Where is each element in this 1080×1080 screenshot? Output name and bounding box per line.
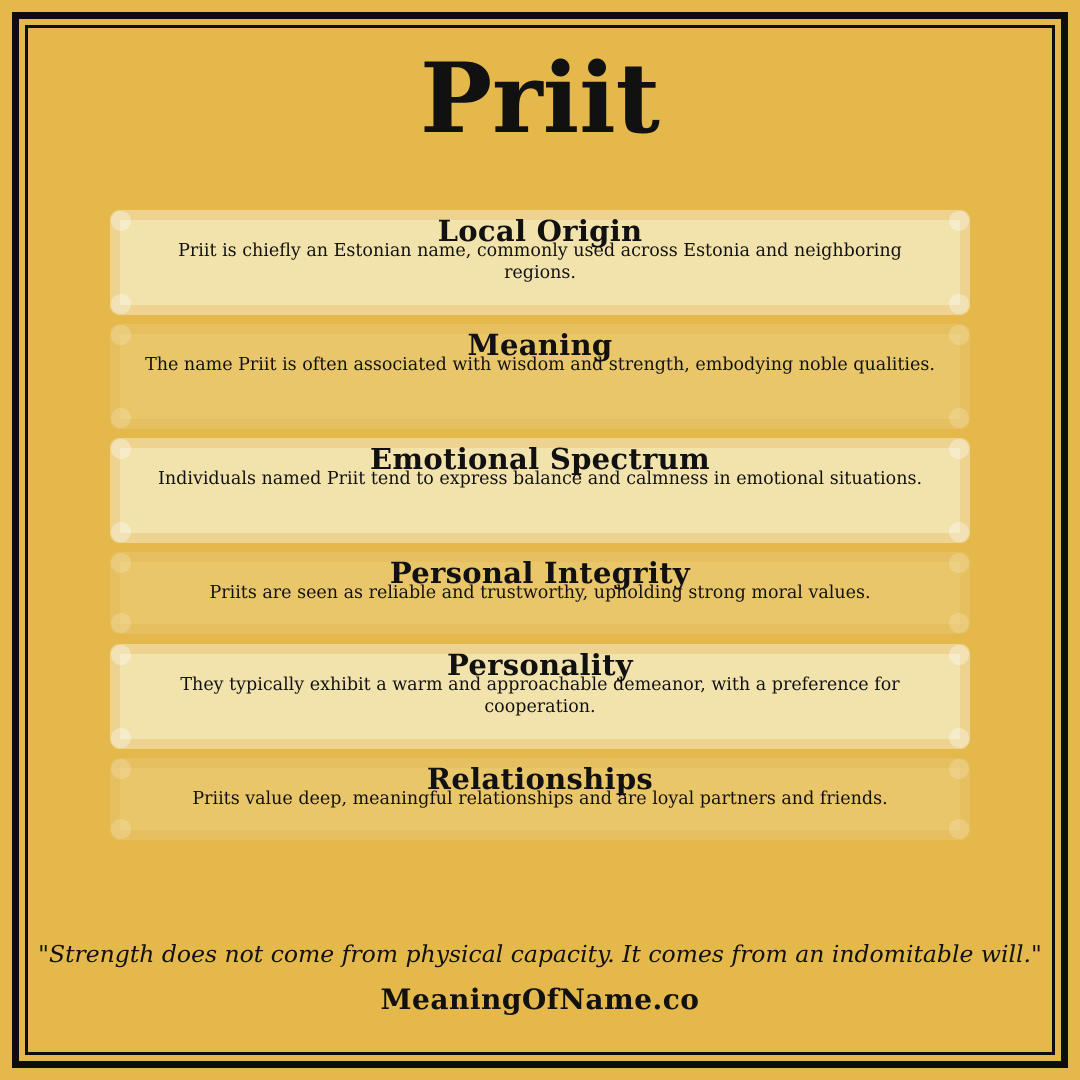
card-text: The name Priit is often associated with wisdom and strength, embodying noble qualities. — [145, 355, 935, 375]
card-emotional-spectrum — [110, 438, 970, 543]
card-heading: Personal Integrity — [389, 556, 691, 590]
card-relationships — [110, 758, 970, 840]
card-heading: Emotional Spectrum — [369, 442, 711, 476]
card-text: Priits value deep, meaningful relationships and are loyal partners and friends. — [192, 789, 888, 809]
card-personality — [110, 644, 970, 749]
page-title: Priit — [419, 42, 661, 155]
card-heading: Relationships — [426, 762, 654, 796]
card-heading: Meaning — [467, 328, 613, 362]
site-name: MeaningOfName.co — [380, 983, 700, 1016]
card-meaning — [110, 324, 970, 429]
card-heading: Personality — [447, 648, 633, 682]
card-heading: Local Origin — [437, 214, 643, 248]
card-text: They typically exhibit a warm and approachable demeanor, with a preference for cooperation. — [180, 675, 900, 717]
card-text: Priit is chiefly an Estonian name, commonly used across Estonia and neighboring regions. — [178, 241, 902, 283]
card-personal-integrity — [110, 552, 970, 634]
card-local-origin — [110, 210, 970, 315]
card-text: Priits are seen as reliable and trustworthy, upholding strong moral values. — [209, 583, 871, 603]
quote: "Strength does not come from physical capacity. It comes from an indomitable will." — [38, 940, 1042, 968]
card-text: Individuals named Priit tend to express balance and calmness in emotional situations. — [157, 469, 923, 489]
